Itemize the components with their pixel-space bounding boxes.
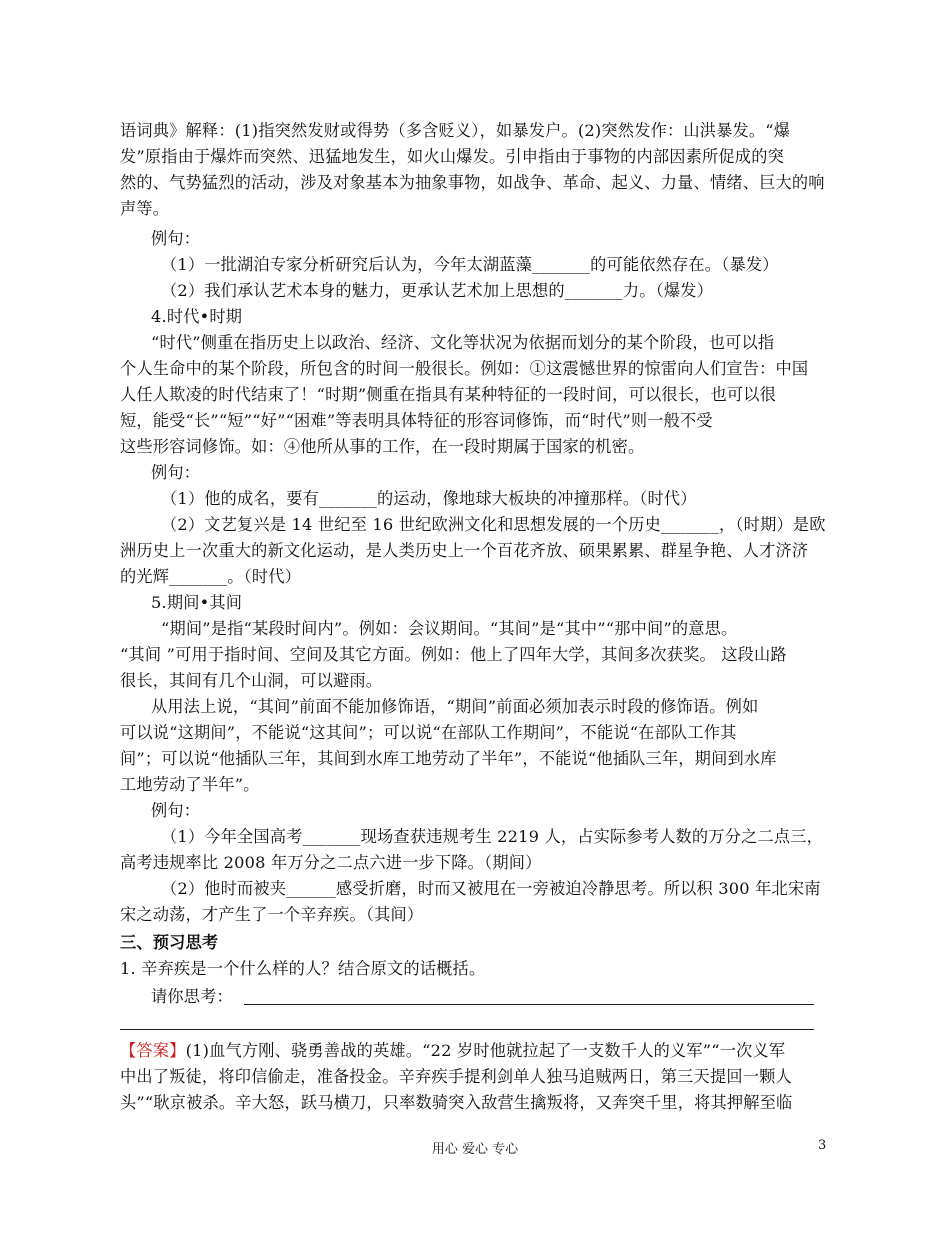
body-line: 可以说“这期间”，不能说“这其间”；可以说“在部队工作期间”，不能说“在部队工作其 — [120, 723, 737, 742]
body-line: 间”；可以说“他插队三年，其间到水库工地劳动了半年”，不能说“他插队三年，期间到水库 — [120, 749, 777, 768]
body-line: 声等。 — [120, 199, 170, 218]
body-line: “其间 ”可用于指时间、空间及其它方面。例如：他上了四年大学，其间多次获奖。 这段山路 — [120, 645, 787, 664]
page-number: 3 — [818, 1138, 827, 1153]
body-line: 很长，其间有几个山洞，可以避雨。 — [120, 671, 383, 690]
body-line: 人任人欺凌的时代结束了！“时期”侧重在指具有某种特征的一段时间，可以很长，也可以很 — [120, 385, 777, 404]
body-line: “期间”是指“某段时间内”。例如：会议期间。“其间”是“其中”“那中间”的意思。 — [161, 619, 738, 638]
example-sentence: （2）我们承认艺术本身的魅力，更承认艺术加上思想的_______力。（爆发） — [161, 281, 714, 300]
answer-line — [120, 1040, 832, 1062]
answer-line: 中出了叛徒，将印信偷走，准备投金。辛弃疾手提利剑单人独马追贼两日，第三天提回一颗人 — [120, 1067, 792, 1086]
example-label: 例句： — [151, 229, 201, 248]
page-footer: 用心 爱心 专心 — [431, 1142, 519, 1157]
prompt-label: 请你思考： — [151, 987, 233, 1006]
body-line: 从用法上说，“其间”前面不能加修饰语，“期间”前面必须加表示时段的修饰语。例如 — [151, 697, 759, 716]
question-text: 1. 辛弃疾是一个什么样的人？结合原文的话概括。 — [120, 959, 486, 978]
section-heading: 三、预习思考 — [120, 933, 219, 952]
example-sentence: （2）他时而被夹______感受折磨，时而又被甩在一旁被迫冷静思考。所以积 300 年北宋南 — [161, 879, 821, 898]
body-line: 的光辉_______。（时代） — [120, 567, 302, 586]
example-label: 例句： — [151, 463, 201, 482]
body-line: 个人生命中的某个阶段，所包含的时间一般很长。例如：①这震憾世界的惊雷向人们宣告：中国 — [120, 359, 809, 378]
example-sentence: （1）今年全国高考_______现场查获违规考生 2219 人，占实际参考人数的万分之二点三， — [161, 827, 824, 846]
term-heading: 4.时代•时期 — [151, 307, 243, 326]
body-line: 工地劳动了半年”。 — [120, 775, 260, 794]
example-sentence: （1）他的成名，要有_______的运动，像地球大板块的冲撞那样。（时代） — [161, 489, 697, 508]
body-line: 高考违规率比 2008 年万分之二点六进一步下降。（期间） — [120, 853, 542, 872]
body-line: 发”原指由于爆炸而突然、迅猛地发生，如火山爆发。引申指由于事物的内部因素所促成的突 — [120, 147, 784, 166]
example-label: 例句： — [151, 801, 201, 820]
answer-label: 【答案】 — [120, 1041, 186, 1060]
answer-blank-line — [120, 1029, 814, 1030]
answer-line: 头”“耿京被杀。辛大怒，跃马横刀，只率数骑突入敌营生擒叛将，又奔突千里，将其押解至临 — [120, 1093, 793, 1112]
example-sentence: （1）一批湖泊专家分析研究后认为，今年太湖蓝藻_______的可能依然存在。（暴发） — [161, 255, 779, 274]
example-sentence: （2）文艺复兴是 14 世纪至 16 世纪欧洲文化和思想发展的一个历史_______，（时期）是欧 — [161, 515, 826, 534]
body-line: 短，能受“长”“短”“好”“困难”等表明具体特征的形容词修饰，而“时代”则一般不受 — [120, 411, 713, 430]
body-line: 洲历史上一次重大的新文化运动，是人类历史上一个百花齐放、硕果累累、群星争艳、人才济济 — [120, 541, 809, 560]
body-line: “时代”侧重在指历史上以政治、经济、文化等状况为依据而划分的某个阶段，也可以指 — [151, 333, 775, 352]
answer-text: (1)血气方刚、骁勇善战的英雄。“22 岁时他就拉起了一支数千人的义军”“一次义军 — [185, 1041, 786, 1060]
term-heading: 5.期间•其间 — [151, 593, 243, 612]
body-line: 这些形容词修饰。如：④他所从事的工作，在一段时期属于国家的机密。 — [120, 437, 645, 456]
body-line: 语词典》解释：(1)指突然发财或得势（多含贬义），如暴发户。(2)突然发作：山洪暴发。“爆 — [120, 121, 791, 140]
answer-blank-line — [244, 1004, 814, 1005]
body-line: 宋之动荡，才产生了一个辛弃疾。（其间） — [120, 905, 424, 924]
body-line: 然的、气势猛烈的活动，涉及对象基本为抽象事物，如战争、革命、起义、力量、情绪、巨大的响 — [120, 173, 825, 192]
